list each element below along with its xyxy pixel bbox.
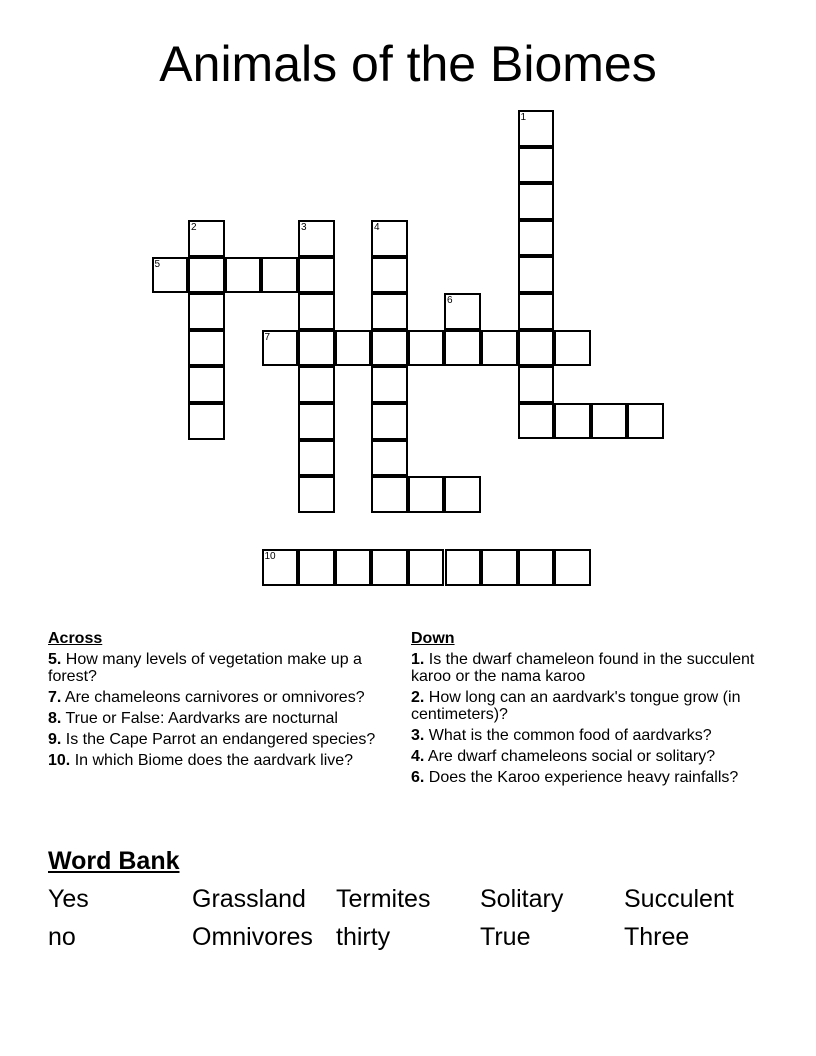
crossword-cell[interactable] bbox=[371, 366, 408, 403]
across-heading: Across bbox=[48, 630, 103, 647]
crossword-cell[interactable] bbox=[298, 330, 335, 367]
crossword-cell[interactable] bbox=[444, 330, 481, 367]
clue-number: 3 bbox=[301, 222, 307, 233]
crossword-cell[interactable] bbox=[188, 330, 225, 367]
word-bank-word: Yes bbox=[48, 885, 89, 913]
crossword-cell[interactable] bbox=[408, 330, 445, 367]
crossword-cell[interactable] bbox=[554, 549, 591, 586]
clue-item-text: In which Biome does the aardvark live? bbox=[70, 752, 354, 769]
crossword-cell[interactable] bbox=[152, 257, 189, 294]
clue-item bbox=[48, 651, 388, 685]
crossword-cell[interactable] bbox=[371, 293, 408, 330]
crossword-cell[interactable] bbox=[188, 220, 225, 257]
clue-item bbox=[48, 689, 388, 706]
clue-item bbox=[411, 727, 766, 744]
crossword-cell[interactable] bbox=[554, 330, 591, 367]
clue-item bbox=[411, 689, 766, 723]
crossword-cell[interactable] bbox=[444, 293, 481, 330]
clue-number: 4 bbox=[374, 222, 380, 233]
clue-item-text: Are chameleons carnivores or omnivores? bbox=[61, 689, 365, 706]
crossword-cell[interactable] bbox=[298, 403, 335, 440]
word-bank-word: Termites bbox=[336, 885, 431, 913]
crossword-cell[interactable] bbox=[518, 110, 555, 147]
crossword-cell[interactable] bbox=[225, 257, 262, 294]
clue-number: 10 bbox=[264, 551, 276, 562]
crossword-cell[interactable] bbox=[371, 549, 408, 586]
clue-item bbox=[411, 769, 766, 786]
crossword-cell[interactable] bbox=[298, 476, 335, 513]
crossword-cell[interactable] bbox=[298, 220, 335, 257]
crossword-cell[interactable] bbox=[371, 330, 408, 367]
across-clues bbox=[48, 630, 388, 773]
crossword-cell[interactable] bbox=[518, 293, 555, 330]
clue-item-text: Is the dwarf chameleon found in the succulent karoo or the nama karoo bbox=[411, 651, 755, 685]
clue-item-text: How many levels of vegetation make up a forest? bbox=[48, 651, 362, 685]
crossword-cell[interactable] bbox=[481, 549, 518, 586]
crossword-cell[interactable] bbox=[518, 403, 555, 440]
crossword-cell[interactable] bbox=[371, 476, 408, 513]
clue-number: 7 bbox=[264, 331, 271, 343]
crossword-cell[interactable] bbox=[188, 293, 225, 330]
crossword-cell[interactable] bbox=[188, 257, 225, 294]
crossword-cell[interactable] bbox=[262, 330, 299, 367]
clue-number: 1 bbox=[520, 112, 527, 123]
crossword-cell[interactable] bbox=[444, 476, 481, 513]
down-clues bbox=[411, 630, 766, 790]
crossword-cell[interactable] bbox=[518, 183, 555, 220]
crossword-cell[interactable] bbox=[591, 403, 628, 440]
crossword-cell[interactable] bbox=[481, 330, 518, 367]
clue-item-number: 9. bbox=[48, 731, 62, 748]
crossword-cell[interactable] bbox=[298, 440, 335, 477]
word-bank-word: True bbox=[480, 923, 531, 951]
crossword-cell[interactable] bbox=[261, 257, 298, 294]
crossword-cell[interactable] bbox=[518, 549, 555, 586]
crossword-cell[interactable] bbox=[518, 220, 555, 257]
clue-item-text: Are dwarf chameleons social or solitary? bbox=[424, 748, 716, 765]
clue-item-text: True or False: Aardvarks are nocturnal bbox=[61, 710, 338, 727]
crossword-cell[interactable] bbox=[408, 549, 445, 586]
crossword-cell[interactable] bbox=[371, 220, 408, 257]
crossword-cell[interactable] bbox=[518, 256, 555, 293]
clue-number: 2 bbox=[191, 222, 197, 233]
clue-item-number: 4. bbox=[411, 748, 425, 765]
crossword-cell[interactable] bbox=[262, 549, 299, 586]
clue-item-number: 6. bbox=[411, 769, 425, 786]
word-bank-word: thirty bbox=[336, 923, 391, 951]
crossword-cell[interactable] bbox=[371, 257, 408, 294]
clue-item bbox=[48, 731, 388, 748]
crossword-cell[interactable] bbox=[298, 366, 335, 403]
word-bank-word: Succulent bbox=[624, 885, 734, 913]
crossword-cell[interactable] bbox=[408, 476, 445, 513]
crossword-cell[interactable] bbox=[335, 330, 372, 367]
crossword-cell[interactable] bbox=[518, 147, 555, 184]
clue-item bbox=[411, 651, 766, 685]
clue-item bbox=[411, 748, 766, 765]
clue-item-number: 7. bbox=[48, 689, 62, 706]
word-bank-word: Three bbox=[624, 923, 690, 951]
crossword-cell[interactable] bbox=[298, 257, 335, 294]
crossword-cell[interactable] bbox=[188, 366, 225, 403]
crossword-cell[interactable] bbox=[518, 366, 555, 403]
clue-item bbox=[48, 752, 388, 769]
clue-item-text: What is the common food of aardvarks? bbox=[424, 727, 712, 744]
clue-item bbox=[48, 710, 388, 727]
down-heading: Down bbox=[411, 630, 455, 647]
page-title: Animals of the Biomes bbox=[159, 36, 657, 92]
crossword-cell[interactable] bbox=[298, 549, 335, 586]
clue-item-number: 5. bbox=[48, 651, 62, 668]
clue-item-number: 1. bbox=[411, 651, 425, 668]
clue-item-number: 10. bbox=[48, 752, 71, 769]
word-bank-title: Word Bank bbox=[48, 847, 180, 875]
clue-item-number: 8. bbox=[48, 710, 62, 727]
crossword-cell[interactable] bbox=[518, 330, 555, 367]
word-bank-word: no bbox=[48, 923, 76, 951]
crossword-cell[interactable] bbox=[188, 403, 225, 440]
word-bank-word: Omnivores bbox=[192, 923, 313, 951]
crossword-cell[interactable] bbox=[554, 403, 591, 440]
clue-item-text: Is the Cape Parrot an endangered species? bbox=[61, 731, 376, 748]
clue-item-text: How long can an aardvark's tongue grow (in centimeters)? bbox=[411, 689, 741, 723]
crossword-cell[interactable] bbox=[445, 549, 482, 586]
crossword-cell[interactable] bbox=[371, 440, 408, 477]
clue-item-text: Does the Karoo experience heavy rainfalls? bbox=[424, 769, 739, 786]
word-bank-word: Solitary bbox=[480, 885, 564, 913]
crossword-cell[interactable] bbox=[298, 293, 335, 330]
word-bank-word: Grassland bbox=[192, 885, 306, 913]
clue-item-number: 3. bbox=[411, 727, 425, 744]
crossword-cell[interactable] bbox=[335, 549, 372, 586]
crossword-cell[interactable] bbox=[627, 403, 664, 440]
clue-number: 5 bbox=[154, 258, 161, 270]
crossword-cell[interactable] bbox=[371, 403, 408, 440]
clue-number: 6 bbox=[447, 295, 453, 306]
clue-item-number: 2. bbox=[411, 689, 425, 706]
